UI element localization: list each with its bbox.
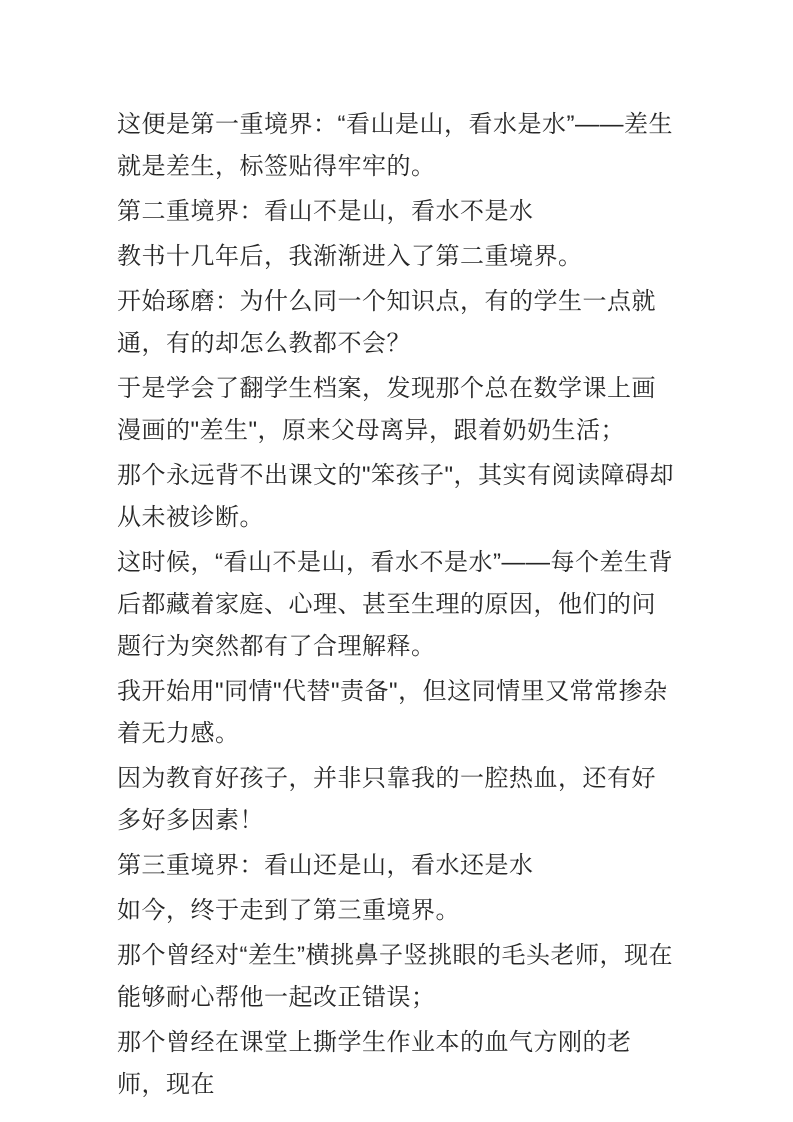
paragraph: 第三重境界：看山还是山，看水还是水 — [117, 852, 534, 879]
paragraph: 第二重境界：看山不是山，看水不是水 — [117, 198, 534, 225]
paragraph: 如今，终于走到了第三重境界。 — [117, 897, 460, 924]
paragraph: 那个曾经对“差生”横挑鼻子竖挑眼的毛头老师，现在能够耐心帮他一起改正错误； — [117, 942, 673, 1011]
paragraph: 我开始用"同情"代替"责备"，但这同情里又常常掺杂着无力感。 — [117, 678, 668, 747]
paragraph: 那个永远背不出课文的"笨孩子"，其实有阅读障碍却从未被诊断。 — [117, 462, 675, 531]
paragraph: 这便是第一重境界：“看山是山，看水是水”——差生就是差生，标签贴得牢牢的。 — [117, 111, 673, 180]
paragraph: 于是学会了翻学生档案，发现那个总在数学课上画漫画的"差生"，原来父母离异，跟着奶奶生活； — [117, 375, 656, 444]
paragraph: 开始琢磨：为什么同一个知识点，有的学生一点就通，有的却怎么教都不会？ — [117, 288, 656, 357]
paragraph: 教书十几年后，我渐渐进入了第二重境界。 — [117, 243, 583, 270]
paragraph: 那个曾经在课堂上撕学生作业本的血气方刚的老师，现在 — [117, 1029, 632, 1098]
paragraph: 这时候，“看山不是山，看水不是水”——每个差生背后都藏着家庭、心理、甚至生理的原因，他们的问题行为突然都有了合理解释。 — [117, 549, 673, 660]
document-body — [117, 104, 677, 1106]
paragraph: 因为教育好孩子，并非只靠我的一腔热血，还有好多好多因素！ — [117, 765, 656, 834]
